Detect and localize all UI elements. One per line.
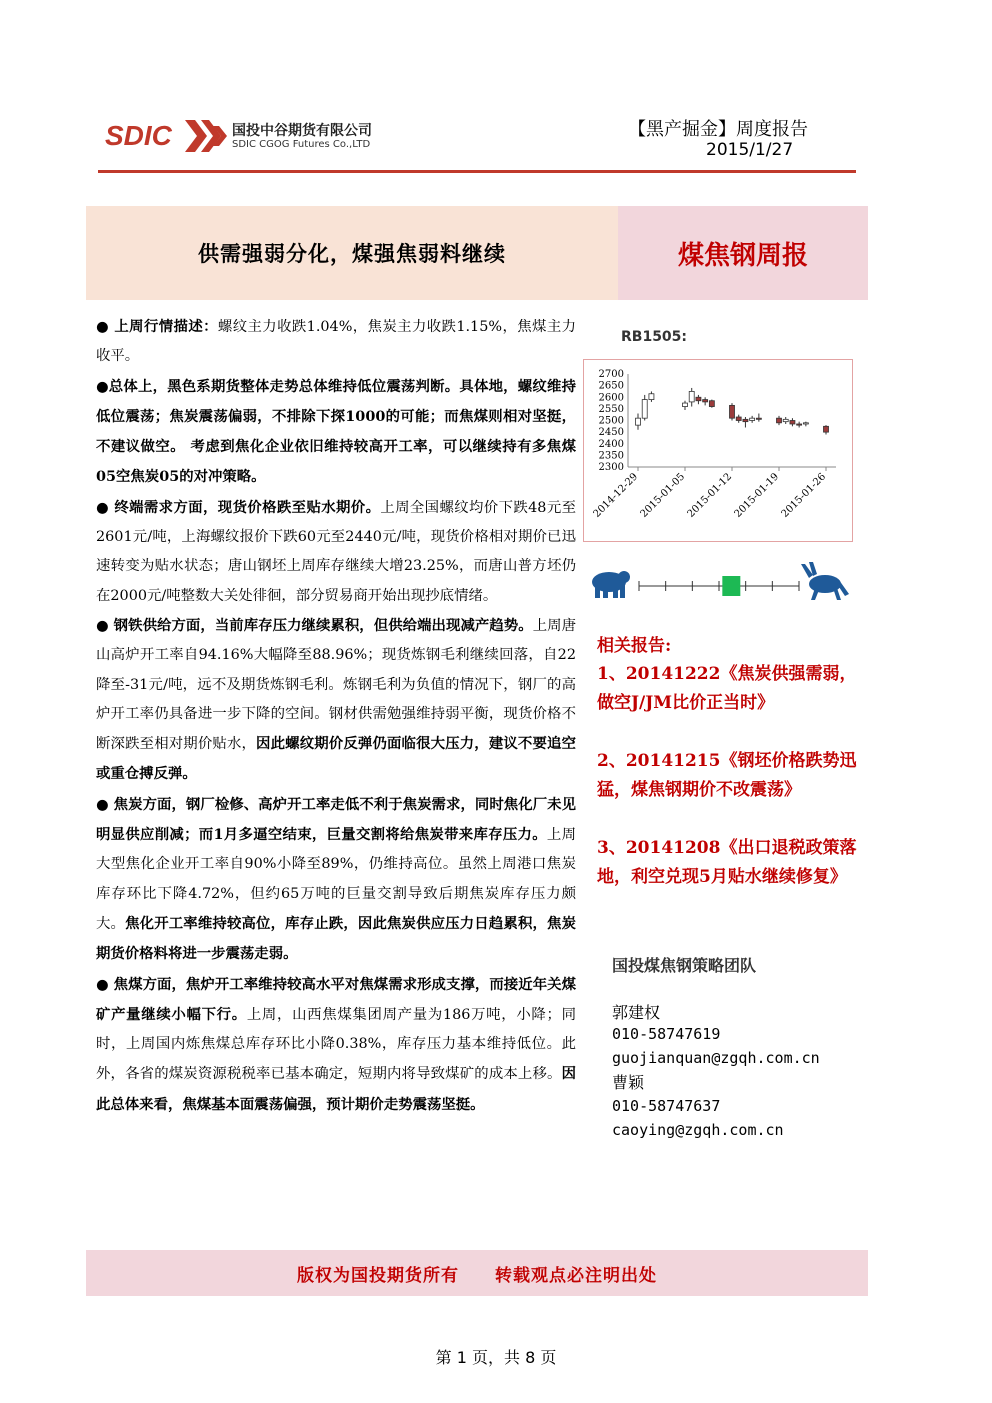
candle-body xyxy=(797,424,802,425)
candle-body xyxy=(756,418,761,419)
sdic-logo-icon xyxy=(105,116,235,156)
paragraph-heading: ● 焦炭方面，钢厂检修、高炉开工率走低不利于焦炭需求，同时焦化厂未见明显供应削减；而1月多逼空结束，巨量交割将给焦炭带来库存压力。 xyxy=(96,795,576,844)
report-date: 2015/1/27 xyxy=(706,140,794,160)
paragraph-text: 上周，山西焦煤集团周产量为186万吨，小降；同时，上周国内炼焦煤总库存环比小降0.38%，库存压力基本维持低位。此外，各省的煤炭资源税税率已基本确定，短期内将导致煤矿的成本上移。 xyxy=(96,1006,576,1083)
company-logo xyxy=(105,116,235,156)
member-email[interactable]: guojianquan@zgqh.com.cn xyxy=(612,1049,820,1067)
paragraph-text: 上周全国螺纹均价下跌48元至2601元/吨，上海螺纹报价下跌60元至2440元/吨，现货价格相对期价已迅速转变为贴水状态；唐山钢坯上周库存继续大增23.25%，而唐山普方坯仍在2000元/吨整数大关处徘徊，部分贸易商开始出现抄底情绪。 xyxy=(96,499,576,604)
report-body xyxy=(96,312,576,1120)
member-name: 郭建权 xyxy=(612,1003,661,1022)
candle-body xyxy=(636,418,641,425)
x-tick-label: 2014-12-29 xyxy=(591,471,641,520)
related-report-3[interactable]: 3、20141208《出口退税政策落地，利空兑现5月贴水继续修复》 xyxy=(597,838,857,887)
related-report-2[interactable]: 2、20141215《钢坯价格跌势迅猛，煤焦钢期价不改震荡》 xyxy=(597,751,857,800)
related-heading: 相关报告: xyxy=(597,636,672,656)
paragraph-conclusion: 因此螺纹期价反弹仍面临很大压力，建议不要追空或重仓搏反弹。 xyxy=(96,735,576,783)
paragraph-heading: ● 上周行情描述： xyxy=(96,318,218,335)
paragraph-demand xyxy=(96,493,576,611)
copyright-text: 版权为国投期货所有 转载观点必注明出处 xyxy=(297,1265,657,1286)
member-phone: 010-58747637 xyxy=(612,1097,721,1115)
sentiment-scale xyxy=(587,560,851,604)
paragraph-market-review xyxy=(96,312,576,372)
candle-body xyxy=(777,418,782,423)
x-tick-label: 2015-01-05 xyxy=(638,471,688,520)
y-tick-label: 2700 xyxy=(598,369,624,380)
report-series: 【黑产掘金】周度报告 xyxy=(628,119,808,140)
paragraph-heading: ● 焦煤方面，焦炉开工率维持较高水平对焦煤需求形成支撑，而接近年关煤矿产量继续小幅下行。 xyxy=(96,975,576,1023)
paragraph-text: 上周大型焦化企业开工率自90%小降至89%，仍维持高位。虽然上周港口焦炭库存环比下降4.72%，但约65万吨的巨量交割导致后期焦炭库存压力颇大。 xyxy=(96,827,576,932)
candle-body xyxy=(703,400,708,402)
candle-body xyxy=(783,419,788,421)
price-chart xyxy=(583,359,853,542)
y-tick-label: 2650 xyxy=(598,380,624,392)
sentiment-scale-graphic xyxy=(587,560,851,604)
x-tick-label: 2015-01-26 xyxy=(779,471,829,520)
candle-body xyxy=(743,419,748,421)
paragraph-steel-supply xyxy=(96,611,576,790)
paragraph-text: 螺纹主力收跌1.04%，焦炭主力收跌1.15%，焦煤主力收平。 xyxy=(96,319,576,365)
paragraph-overview xyxy=(96,372,576,493)
company-name-cn: 国投中谷期货有限公司 xyxy=(232,123,372,139)
member-name: 曹颖 xyxy=(612,1073,645,1092)
paragraph-heading: ●总体上，黑色系期货整体走势总体维持低位震荡判断。具体地，螺纹维持低位震荡；焦炭震荡偏弱，不排除下探1000的可能；而焦煤则相对坚挺，不建议做空。 考虑到焦化企业依旧维持较高开工率，可以继续持有多焦煤05空焦炭05的对冲策略。 xyxy=(96,377,576,486)
team-name: 国投煤焦钢策略团队 xyxy=(612,956,757,975)
candle-body xyxy=(696,397,701,400)
bear-icon xyxy=(592,571,630,598)
company-name-en: SDIC CGOG Futures Co.,LTD xyxy=(232,139,371,150)
report-title: 供需强弱分化，煤强焦弱料继续 xyxy=(198,241,506,266)
candle-body xyxy=(824,426,829,432)
candle-body xyxy=(750,418,755,420)
candle-body xyxy=(689,391,694,401)
candle-body xyxy=(649,394,654,400)
member-email[interactable]: caoying@zgqh.com.cn xyxy=(612,1121,784,1139)
y-tick-label: 2400 xyxy=(598,438,624,450)
chart-title: RB1505: xyxy=(621,329,688,345)
candle-body xyxy=(736,417,741,420)
page-number: 第 1 页，共 8 页 xyxy=(435,1348,557,1367)
candle-body xyxy=(642,400,647,419)
candlestick-chart xyxy=(584,360,852,541)
report-category: 煤焦钢周报 xyxy=(677,240,808,271)
paragraph-conclusion: 因此总体来看，焦煤基本面震荡偏强，预计期价走势震荡坚挺。 xyxy=(96,1065,576,1113)
scale-marker xyxy=(722,576,740,596)
paragraph-heading: ● 终端需求方面，现货价格跌至贴水期价。 xyxy=(96,498,381,516)
paragraph-coke xyxy=(96,790,576,970)
svg-text:SDIC: SDIC xyxy=(105,120,172,151)
header-divider xyxy=(98,170,856,173)
x-tick-label: 2015-01-12 xyxy=(685,471,735,520)
x-tick-label: 2015-01-19 xyxy=(732,471,782,520)
related-report-1[interactable]: 1、20141222《焦炭供强需弱，做空J/JM比价正当时》 xyxy=(597,664,857,713)
member-phone: 010-58747619 xyxy=(612,1025,721,1043)
candle-body xyxy=(709,401,714,407)
y-tick-label: 2550 xyxy=(598,403,624,415)
candle-body xyxy=(803,423,808,424)
paragraph-text: 上周唐山高炉开工率自94.16%大幅降至88.96%；现货炼钢毛利继续回落，自22降至-31元/吨，远不及期货炼钢毛利。炼钢毛利为负值的情况下，钢厂的高炉开工率仍具备进一步下降的空间。钢材供需勉强维持弱平衡，现货价格不断深跌至相对期价贴水， xyxy=(96,617,576,753)
copyright-band xyxy=(86,1250,868,1296)
paragraph-heading: ● 钢铁供给方面，当前库存压力继续累积，但供给端出现减产趋势。 xyxy=(96,616,533,634)
bull-icon xyxy=(801,562,849,600)
y-tick-label: 2450 xyxy=(598,427,624,439)
y-tick-label: 2600 xyxy=(598,392,624,404)
candle-body xyxy=(790,421,795,424)
candle-body xyxy=(730,405,735,418)
paragraph-conclusion: 焦化开工率维持较高位，库存止跌，因此焦炭供应压力日趋累积，焦炭期货价格料将进一步震荡走弱。 xyxy=(96,914,576,963)
y-tick-label: 2500 xyxy=(598,415,624,427)
y-tick-label: 2300 xyxy=(598,462,624,473)
candle-body xyxy=(683,403,688,406)
paragraph-coking-coal xyxy=(96,970,576,1120)
y-tick-label: 2350 xyxy=(598,450,624,462)
